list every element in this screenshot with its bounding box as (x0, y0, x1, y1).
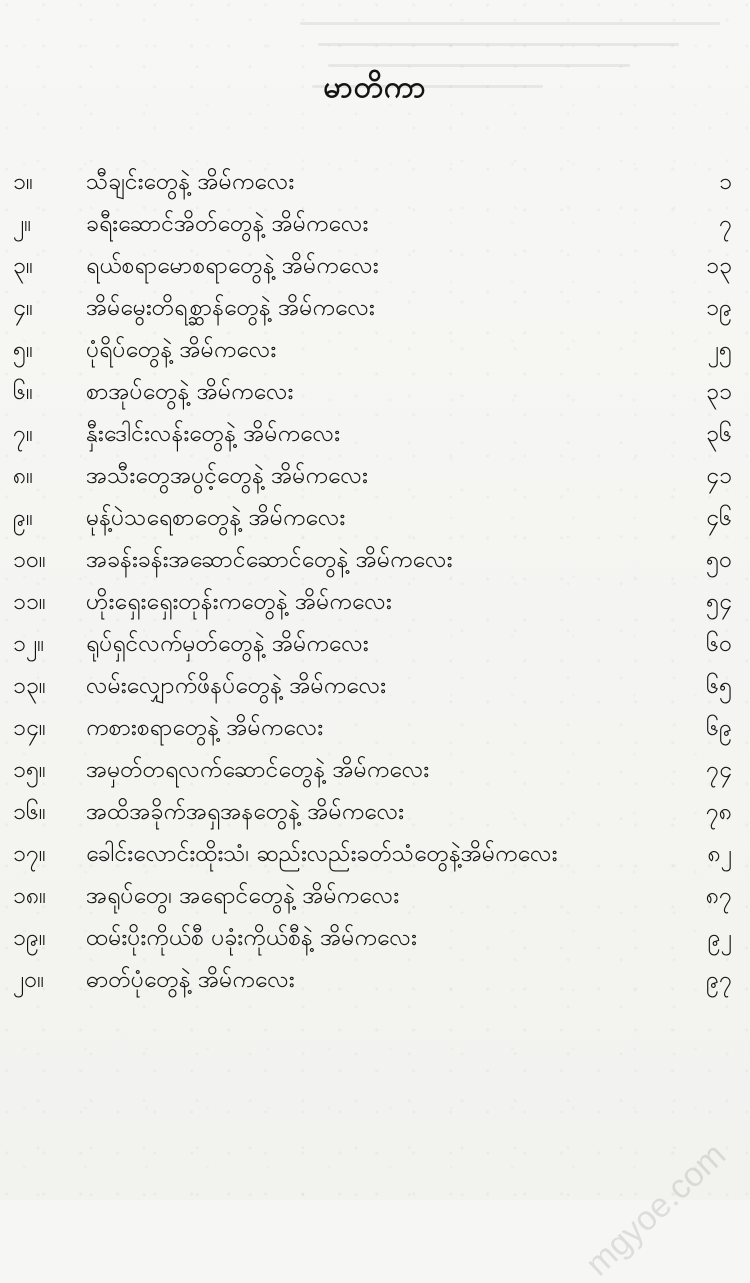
toc-entry (0, 581, 750, 623)
toc-entry (0, 623, 750, 665)
toc-entry (0, 287, 750, 329)
toc-entry-number: ၇။ (13, 421, 33, 447)
toc-entry-number: ၄။ (13, 295, 33, 321)
toc-entry-title: အိမ်မွေးတိရစ္ဆာန်တွေနဲ့ အိမ်ကလေး (86, 295, 375, 321)
toc-entry (0, 161, 750, 203)
toc-entry (0, 413, 750, 455)
toc-entry-page-number: ၆၉ (706, 715, 732, 741)
toc-entry-title: အခန်းခန်းအဆောင်ဆောင်တွေနဲ့ အိမ်ကလေး (86, 547, 453, 573)
toc-entry-page-number: ၅၀ (706, 547, 732, 573)
toc-entry-page-number: ၁၉ (706, 295, 732, 321)
toc-entry-number: ၁၅။ (13, 757, 46, 783)
toc-entry-number: ၁၇။ (13, 841, 46, 867)
toc-entry (0, 329, 750, 371)
toc-entry-page-number: ၆၀ (706, 631, 732, 657)
toc-entry (0, 455, 750, 497)
toc-entry-number: ၃။ (13, 253, 33, 279)
toc-entry-page-number: ၉၇ (706, 967, 732, 993)
toc-entry-title: လမ်းလျှောက်ဖိနပ်တွေနဲ့ အိမ်ကလေး (86, 673, 386, 699)
toc-entry-page-number: ၂၅ (707, 337, 732, 363)
toc-entry (0, 371, 750, 413)
toc-entry-title: ခေါင်းလောင်းထိုးသံ၊ ဆည်းလည်းခတ်သံတွေနဲ့အိမ်ကလေး (86, 841, 558, 867)
toc-entry-page-number: ၃၁ (706, 379, 732, 405)
toc-entry-page-number: ၆၅ (706, 673, 732, 699)
toc-entry (0, 749, 750, 791)
toc-entry-number: ၆။ (13, 379, 33, 405)
toc-entry-page-number: ၈၂ (707, 841, 732, 867)
toc-entry-number: ၁၂။ (13, 631, 45, 657)
toc-entry (0, 245, 750, 287)
toc-entry (0, 539, 750, 581)
toc-entry-page-number: ၈၇ (705, 883, 732, 909)
toc-entry-number: ၁၉။ (13, 925, 46, 951)
toc-entry-number: ၁၀။ (13, 547, 46, 573)
toc-entry-title: အထိအခိုက်အရှအနတွေနဲ့ အိမ်ကလေး (86, 799, 404, 825)
toc-entry-title: ပုံရိပ်တွေနဲ့ အိမ်ကလေး (86, 337, 277, 363)
table-of-contents (0, 161, 750, 1001)
toc-entry-number: ၁၄။ (13, 715, 46, 741)
toc-entry-page-number: ၇၄ (706, 757, 732, 783)
toc-entry-page-number: ၁၃ (706, 253, 732, 279)
toc-entry-page-number: ၄၆ (706, 505, 732, 531)
toc-entry-title: ရယ်စရာမောစရာတွေနဲ့ အိမ်ကလေး (86, 253, 379, 279)
toc-entry-number: ၂။ (13, 211, 32, 237)
toc-entry-page-number: ၃၆ (706, 421, 732, 447)
toc-entry-number: ၅။ (13, 337, 33, 363)
toc-entry-title: အရုပ်တွေ၊ အရောင်တွေနဲ့ အိမ်ကလေး (86, 883, 400, 909)
bleed-through-line (318, 43, 679, 46)
toc-entry-page-number: ၇၈ (705, 799, 732, 825)
toc-entry-title: ဓာတ်ပုံတွေနဲ့ အိမ်ကလေး (86, 967, 295, 993)
toc-entry-page-number: ၉၂ (707, 925, 732, 951)
toc-entry-number: ၈။ (13, 463, 34, 489)
toc-entry-page-number: ၅၄ (706, 589, 732, 615)
toc-entry-title: ရုပ်ရှင်လက်မှတ်တွေနဲ့ အိမ်ကလေး (86, 631, 369, 657)
toc-entry (0, 707, 750, 749)
toc-entry (0, 833, 750, 875)
toc-entry-title: စာအုပ်တွေနဲ့ အိမ်ကလေး (86, 379, 294, 405)
toc-entry-number: ၉။ (13, 505, 33, 531)
toc-entry-title: အမှတ်တရလက်ဆောင်တွေနဲ့ အိမ်ကလေး (86, 757, 430, 783)
page-title: မာတိကာ (323, 70, 427, 105)
toc-entry-page-number: ၄၁ (706, 463, 732, 489)
toc-entry-title: အသီးတွေအပွင့်တွေနဲ့ အိမ်ကလေး (86, 463, 368, 489)
toc-entry (0, 665, 750, 707)
toc-entry (0, 959, 750, 1001)
toc-entry (0, 791, 750, 833)
toc-entry-title: နှီးဒေါင်းလန်းတွေနဲ့ အိမ်ကလေး (86, 421, 340, 447)
toc-entry (0, 917, 750, 959)
toc-entry-title: ကစားစရာတွေနဲ့ အိမ်ကလေး (86, 715, 324, 741)
toc-entry-title: သီချင်းတွေနဲ့ အိမ်ကလေး (86, 169, 295, 195)
toc-entry-number: ၁၁။ (13, 589, 46, 615)
toc-entry-number: ၁၆။ (13, 799, 46, 825)
toc-entry (0, 203, 750, 245)
toc-entry-title: ခရီးဆောင်အိတ်တွေနဲ့ အိမ်ကလေး (86, 211, 369, 237)
watermark: mgyoe.com (578, 1135, 734, 1283)
toc-entry (0, 497, 750, 539)
toc-entry-number: ၁၈။ (13, 883, 47, 909)
toc-entry-page-number: ၇ (719, 211, 732, 237)
toc-entry-page-number: ၁ (719, 169, 732, 195)
toc-entry (0, 875, 750, 917)
bleed-through-line (300, 22, 720, 25)
toc-entry-title: ထမ်းပိုးကိုယ်စီ ပခုံးကိုယ်စီနဲ့ အိမ်ကလေး (86, 925, 417, 951)
toc-entry-number: ၁၃။ (13, 673, 46, 699)
toc-entry-number: ၁။ (13, 169, 33, 195)
toc-entry-title: ဟိုးရှေးရှေးတုန်းကတွေနဲ့ အိမ်ကလေး (86, 589, 392, 615)
toc-entry-title: မုန့်ပဲသရေစာတွေနဲ့ အိမ်ကလေး (86, 505, 346, 531)
toc-entry-number: ၂၀။ (13, 967, 45, 993)
